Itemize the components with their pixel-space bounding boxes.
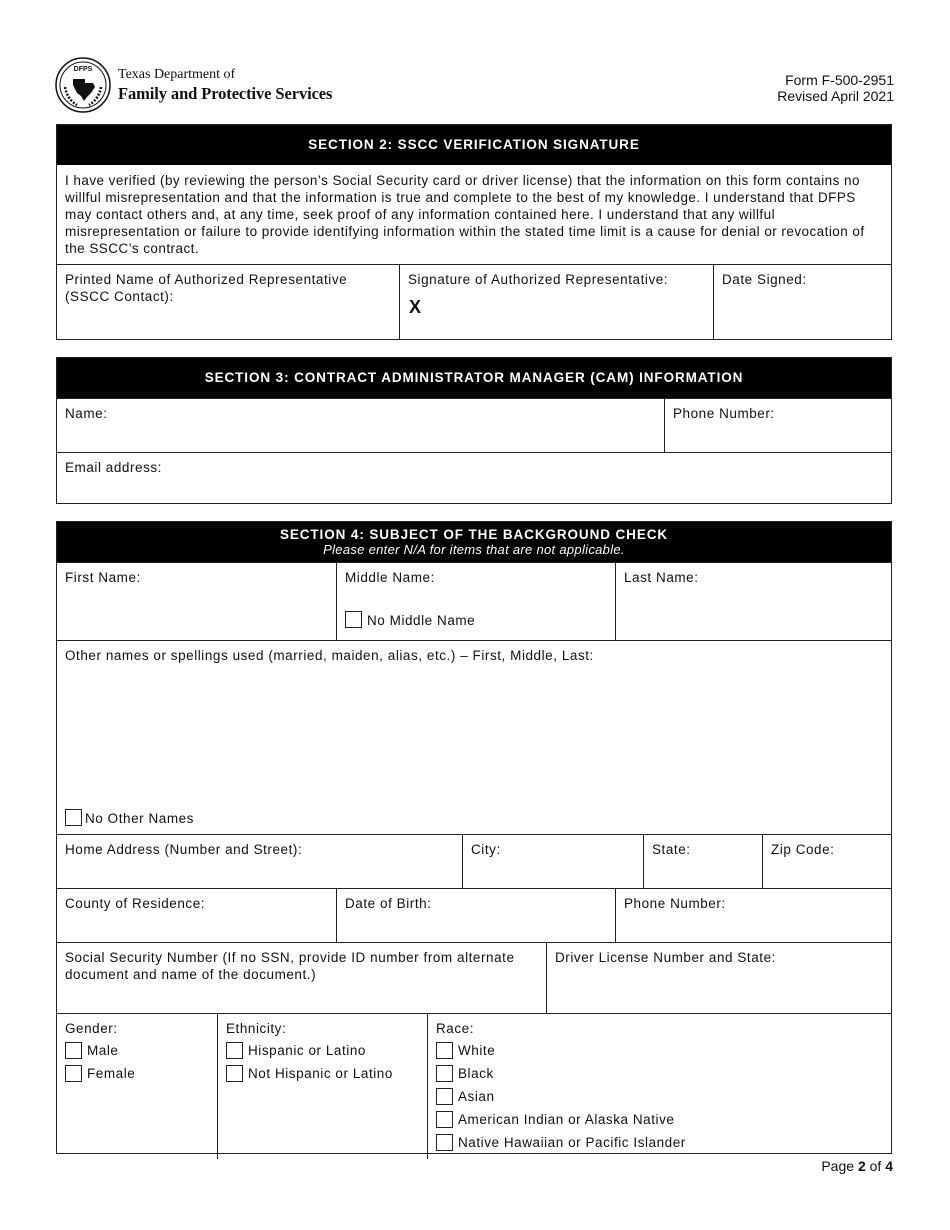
male-checkbox[interactable]	[65, 1042, 82, 1059]
section-4-subject	[56, 521, 892, 1154]
section-3-title: SECTION 3: CONTRACT ADMINISTRATOR MANAGER (CAM) INFORMATION	[57, 358, 891, 398]
no-other-names-checkbox[interactable]	[65, 809, 82, 826]
city-label: City:	[471, 842, 501, 857]
cam-email-label: Email address:	[65, 460, 162, 475]
ssn-label: Social Security Number (If no SSN, provide ID number from alternate document and name of the document.)	[65, 950, 515, 982]
gender-option-male[interactable]	[65, 1039, 209, 1062]
section-4-subtitle: Please enter N/A for items that are not applicable.	[323, 542, 625, 557]
ethnicity-group	[217, 1014, 427, 1159]
no-middle-name-label: No Middle Name	[367, 613, 476, 628]
date-signed-field[interactable]	[713, 265, 891, 340]
ethnicity-option-hispanic[interactable]	[226, 1039, 419, 1062]
home-address-field[interactable]	[57, 835, 462, 888]
hispanic-checkbox[interactable]	[226, 1042, 243, 1059]
cam-email-field[interactable]	[57, 453, 891, 505]
native-hawaiian-checkbox[interactable]	[436, 1134, 453, 1151]
state-label: State:	[652, 842, 691, 857]
city-field[interactable]	[462, 835, 643, 888]
first-name-label: First Name:	[65, 570, 141, 585]
white-label: White	[458, 1043, 496, 1058]
middle-name-field[interactable]	[336, 563, 615, 640]
american-indian-label: American Indian or Alaska Native	[458, 1112, 675, 1127]
subject-phone-field[interactable]	[615, 889, 891, 942]
cam-name-label: Name:	[65, 406, 108, 421]
county-field[interactable]	[57, 889, 336, 942]
race-option-black[interactable]	[436, 1062, 883, 1085]
printed-name-label: Printed Name of Authorized Representative (SSCC Contact):	[65, 272, 348, 304]
agency-name	[118, 65, 332, 103]
driver-license-field[interactable]	[546, 943, 891, 1013]
signature-x-mark: X	[409, 297, 422, 317]
gender-group	[57, 1014, 217, 1159]
cam-phone-label: Phone Number:	[673, 406, 775, 421]
section-4-title: SECTION 4: SUBJECT OF THE BACKGROUND CHECK	[279, 527, 669, 542]
native-hawaiian-label: Native Hawaiian or Pacific Islander	[458, 1135, 686, 1150]
signature-field[interactable]	[399, 265, 713, 340]
other-names-label: Other names or spellings used (married, maiden, alias, etc.) – First, Middle, Last:	[65, 648, 594, 663]
verification-statement: I have verified (by reviewing the person’s Social Security card or driver license) that the information on this form contains no willful misrepresentation and that the information is true and complete to the best of my knowledge. I understand that DFPS may contact others and, at any time, seek proof of any information contained here. I understand that any willful misrepresentation or failure to provide identifying information within the stated time limit is a cause for denial or revocation of the SSCC’s contract.	[65, 173, 865, 256]
state-field[interactable]	[643, 835, 762, 888]
race-option-american-indian[interactable]	[436, 1108, 883, 1131]
no-other-names-label: No Other Names	[85, 811, 194, 826]
female-label: Female	[87, 1066, 136, 1081]
race-group	[427, 1014, 891, 1159]
black-checkbox[interactable]	[436, 1065, 453, 1082]
gender-label: Gender:	[65, 1021, 118, 1036]
ssn-field[interactable]	[57, 943, 546, 1013]
date-of-birth-label: Date of Birth:	[345, 896, 432, 911]
race-option-native-hawaiian[interactable]	[436, 1131, 883, 1154]
page-total: 4	[885, 1158, 893, 1174]
black-label: Black	[458, 1066, 494, 1081]
zip-code-field[interactable]	[762, 835, 891, 888]
driver-license-label: Driver License Number and State:	[555, 950, 776, 965]
signature-label: Signature of Authorized Representative:	[408, 272, 669, 287]
american-indian-checkbox[interactable]	[436, 1111, 453, 1128]
date-of-birth-field[interactable]	[336, 889, 615, 942]
agency-line1: Texas Department of	[118, 67, 236, 82]
gender-option-female[interactable]	[65, 1062, 209, 1085]
white-checkbox[interactable]	[436, 1042, 453, 1059]
county-label: County of Residence:	[65, 896, 206, 911]
hispanic-label: Hispanic or Latino	[248, 1043, 366, 1058]
cam-phone-field[interactable]	[664, 399, 891, 452]
form-identifier	[777, 72, 894, 104]
male-label: Male	[87, 1043, 119, 1058]
not-hispanic-label: Not Hispanic or Latino	[248, 1066, 393, 1081]
section-2-verification	[56, 124, 892, 340]
race-label: Race:	[436, 1021, 475, 1036]
of-word: of	[869, 1158, 882, 1174]
first-name-field[interactable]	[57, 563, 336, 640]
subject-phone-label: Phone Number:	[624, 896, 726, 911]
asian-label: Asian	[458, 1089, 495, 1104]
female-checkbox[interactable]	[65, 1065, 82, 1082]
revised-date: Revised April 2021	[777, 88, 894, 104]
date-signed-label: Date Signed:	[722, 272, 807, 287]
last-name-label: Last Name:	[624, 570, 699, 585]
other-names-field[interactable]	[57, 641, 891, 834]
middle-name-label: Middle Name:	[345, 570, 435, 585]
ethnicity-option-not-hispanic[interactable]	[226, 1062, 419, 1085]
form-number: Form F-500-2951	[785, 72, 894, 88]
race-option-asian[interactable]	[436, 1085, 883, 1108]
race-option-white[interactable]	[436, 1039, 883, 1062]
section-2-title: SECTION 2: SSCC VERIFICATION SIGNATURE	[57, 125, 891, 165]
zip-code-label: Zip Code:	[771, 842, 835, 857]
dfps-seal-logo	[55, 57, 111, 113]
cam-name-field[interactable]	[57, 399, 664, 452]
section-4-header	[57, 522, 891, 562]
home-address-label: Home Address (Number and Street):	[65, 842, 303, 857]
svg-text:DFPS: DFPS	[73, 66, 93, 73]
no-middle-name-checkbox[interactable]	[345, 611, 362, 628]
section-3-cam	[56, 357, 892, 504]
page-indicator	[821, 1158, 893, 1174]
last-name-field[interactable]	[615, 563, 891, 640]
ethnicity-label: Ethnicity:	[226, 1021, 287, 1036]
page-number: 2	[857, 1158, 866, 1174]
agency-line2: Family and Protective Services	[118, 84, 333, 103]
asian-checkbox[interactable]	[436, 1088, 453, 1105]
page-word: Page	[821, 1158, 855, 1174]
not-hispanic-checkbox[interactable]	[226, 1065, 243, 1082]
printed-name-field[interactable]	[57, 265, 399, 340]
